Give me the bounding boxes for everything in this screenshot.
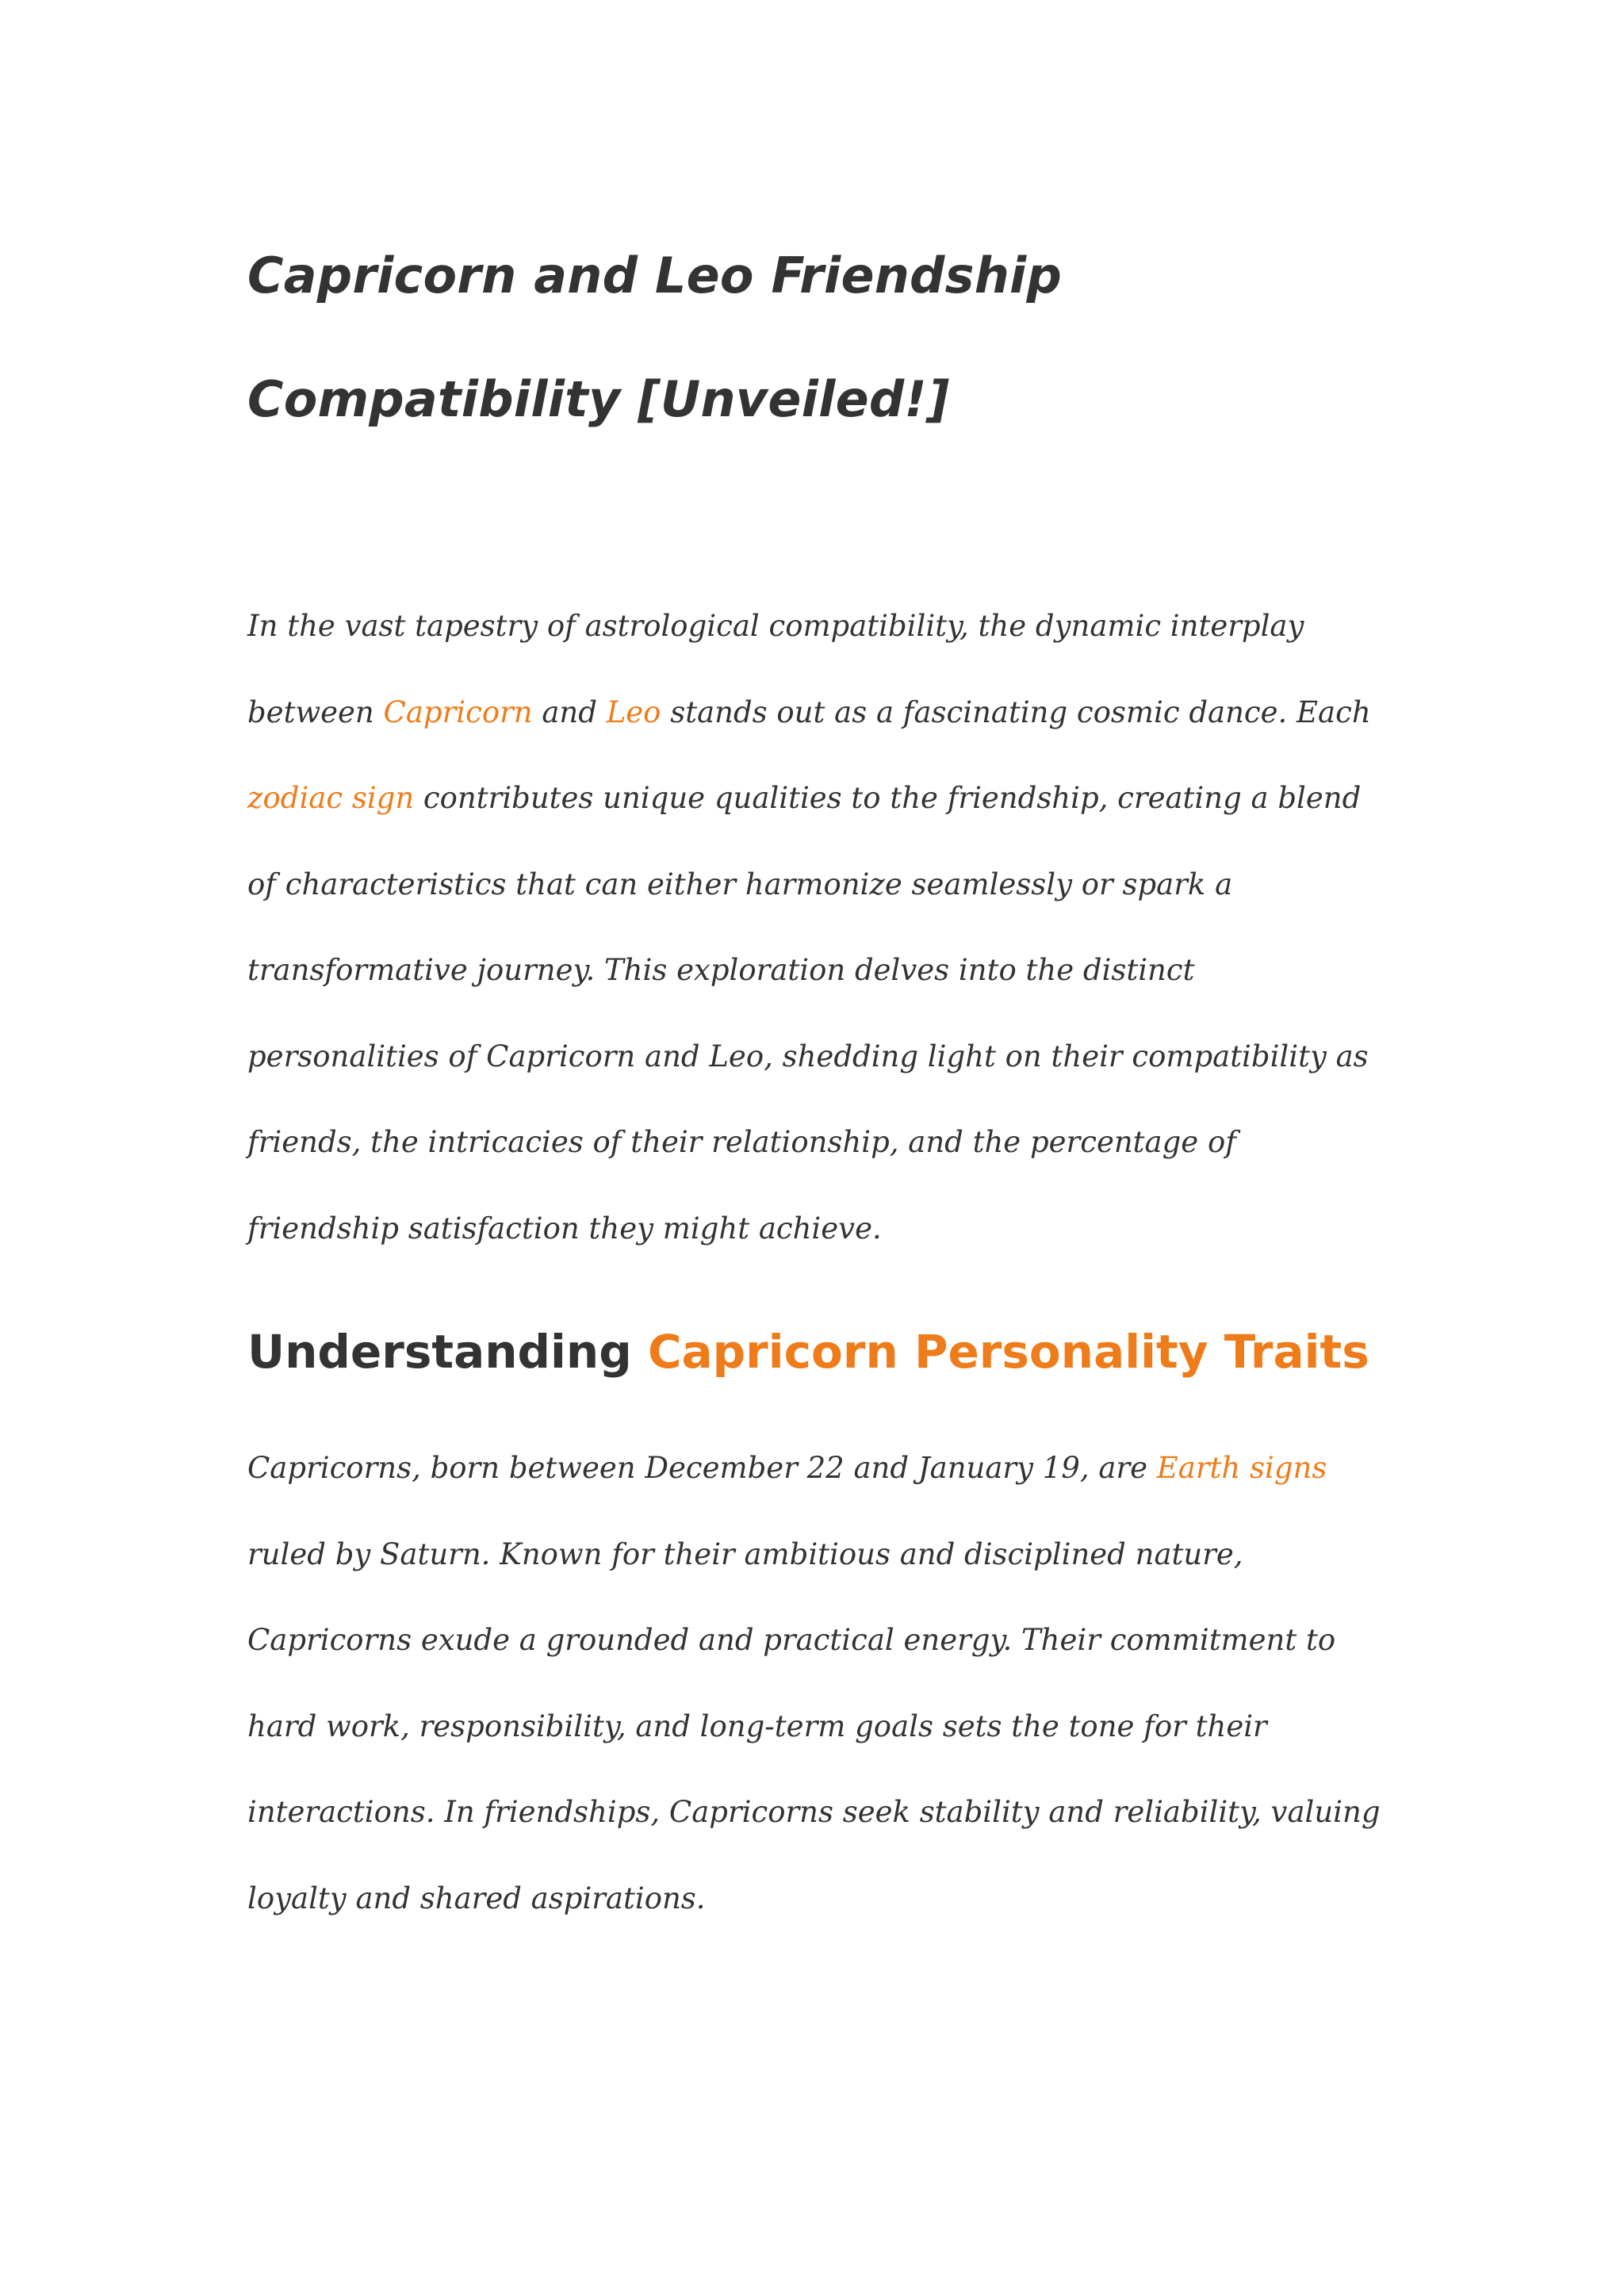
intro-text-4: contributes unique qualities to the friendship, creating a blend of characteristics that can either harmonize seamlessly or spark a transformative journey. This exploration delves into the distinct personalities of Capricorn and Leo, shedding light on their compatibility as friends, the intricacies of their relationship, and the percentage of friendship satisfaction they might achieve.	[247, 781, 1369, 1246]
intro-text-2: and	[532, 695, 607, 729]
intro-text-1: In the vast tapestry of astrological compatibility, the dynamic interplay between	[247, 609, 1304, 729]
section-heading-prefix: Understanding	[247, 1325, 648, 1379]
intro-text-3: stands out as a fascinating cosmic dance. Each	[661, 695, 1371, 729]
capricorn-link[interactable]: Capricorn	[383, 695, 533, 729]
earth-signs-link[interactable]: Earth signs	[1156, 1451, 1327, 1485]
leo-link[interactable]: Leo	[606, 695, 661, 729]
section-text-2: ruled by Saturn. Known for their ambitious and disciplined nature, Capricorns exude a grounded and practical energy. Their commitment to hard work, responsibility, and long-term goals sets the tone for their interactions. In friendships, Capricorns seek stability and reliability, valuing loyalty and shared aspirations.	[247, 1536, 1381, 1915]
zodiac-sign-link[interactable]: zodiac sign	[247, 781, 415, 815]
section-text-1: Capricorns, born between December 22 and January 19, are	[247, 1451, 1157, 1485]
intro-paragraph	[247, 584, 1389, 1272]
capricorn-personality-traits-link[interactable]: Capricorn Personality Traits	[647, 1325, 1369, 1379]
section-paragraph	[247, 1425, 1389, 1942]
page-title: Capricorn and Leo Friendship Compatibility [Unveiled!]	[247, 247, 1063, 428]
section-heading	[247, 1300, 1389, 1403]
